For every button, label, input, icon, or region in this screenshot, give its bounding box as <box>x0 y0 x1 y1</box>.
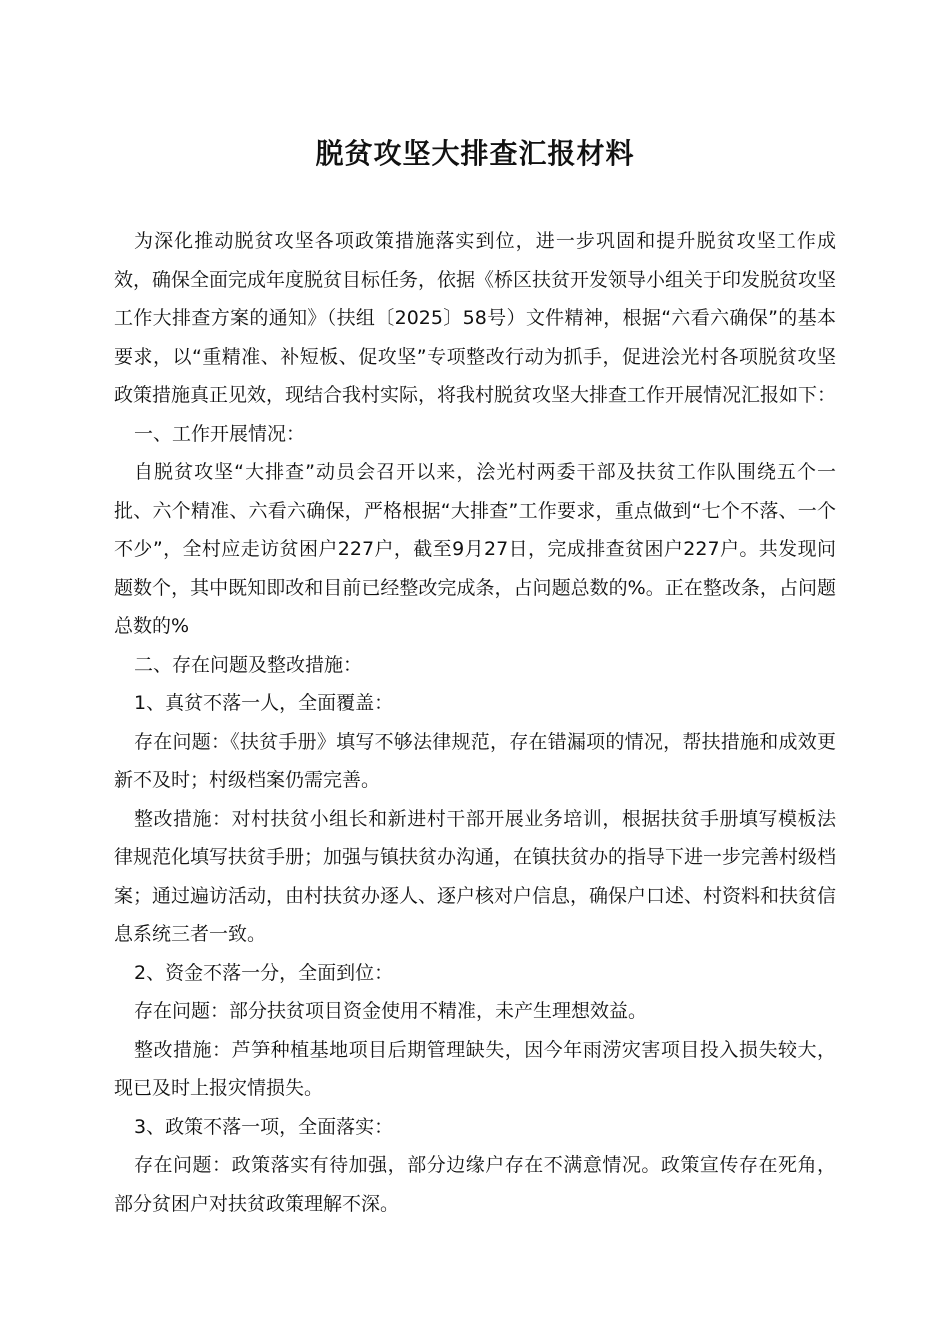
work-progress-paragraph: 自脱贫攻坚“大排查”动员会召开以来，浍光村两委干部及扶贫工作队围绕五个一批、六个精准、六看六确保，严格根据“大排查”工作要求，重点做到“七个不落、一个不少”，全村应走访贫困户227户，截至9月27日，完成排查贫困户227户。共发现问题数个，其中既知即改和目前已经整改完成条，占问题总数的%。正在整改条，占问题总数的% <box>114 461 836 637</box>
subheading-poverty-coverage: 1、真贫不落一人，全面覆盖： <box>134 692 394 714</box>
problem-paragraph-2: 存在问题：部分扶贫项目资金使用不精准，未产生理想效益。 <box>134 1000 648 1022</box>
problem-paragraph-1: 存在问题：《扶贫手册》填写不够法律规范，存在错漏项的情况，帮扶措施和成效更新不及时；村级档案仍需完善。 <box>114 730 836 791</box>
measure-paragraph-1: 整改措施：对村扶贫小组长和新进村干部开展业务培训，根据扶贫手册填写模板法律规范化填写扶贫手册；加强与镇扶贫办沟通，在镇扶贫办的指导下进一步完善村级档案；通过遍访活动，由村扶贫办逐人、逐户核对户信息，确保户口述、村资料和扶贫信息系统三者一致。 <box>114 807 837 945</box>
problem-paragraph-3: 存在问题：政策落实有待加强，部分边缘户存在不满意情况。政策宣传存在死角，部分贫困户对扶贫政策理解不深。 <box>114 1154 836 1215</box>
measure-paragraph-2: 整改措施：芦笋种植基地项目后期管理缺失，因今年雨涝灾害项目投入损失较大，现已及时上报灾情损失。 <box>114 1038 836 1099</box>
intro-paragraph: 为深化推动脱贫攻坚各项政策措施落实到位，进一步巩固和提升脱贫攻坚工作成效，确保全面完成年度脱贫目标任务，依据《桥区扶贫开发领导小组关于印发脱贫攻坚工作大排查方案的通知》（扶组〔2025〕58号）文件精神，根据“六看六确保”的基本要求，以“重精准、补短板、促攻坚”专项整改行动为抓手，促进浍光村各项脱贫攻坚政策措施真正见效，现结合我村实际，将我村脱贫攻坚大排查工作开展情况汇报如下： <box>114 230 837 406</box>
subheading-policy: 3、政策不落一项，全面落实： <box>134 1115 394 1138</box>
document-title: 脱贫攻坚大排查汇报材料 <box>315 137 635 170</box>
section-heading-work-progress: 一、工作开展情况： <box>134 422 306 445</box>
document-body <box>114 222 836 1223</box>
section-heading-problems-measures: 二、存在问题及整改措施： <box>134 653 363 676</box>
subheading-funds: 2、资金不落一分，全面到位： <box>134 961 394 984</box>
